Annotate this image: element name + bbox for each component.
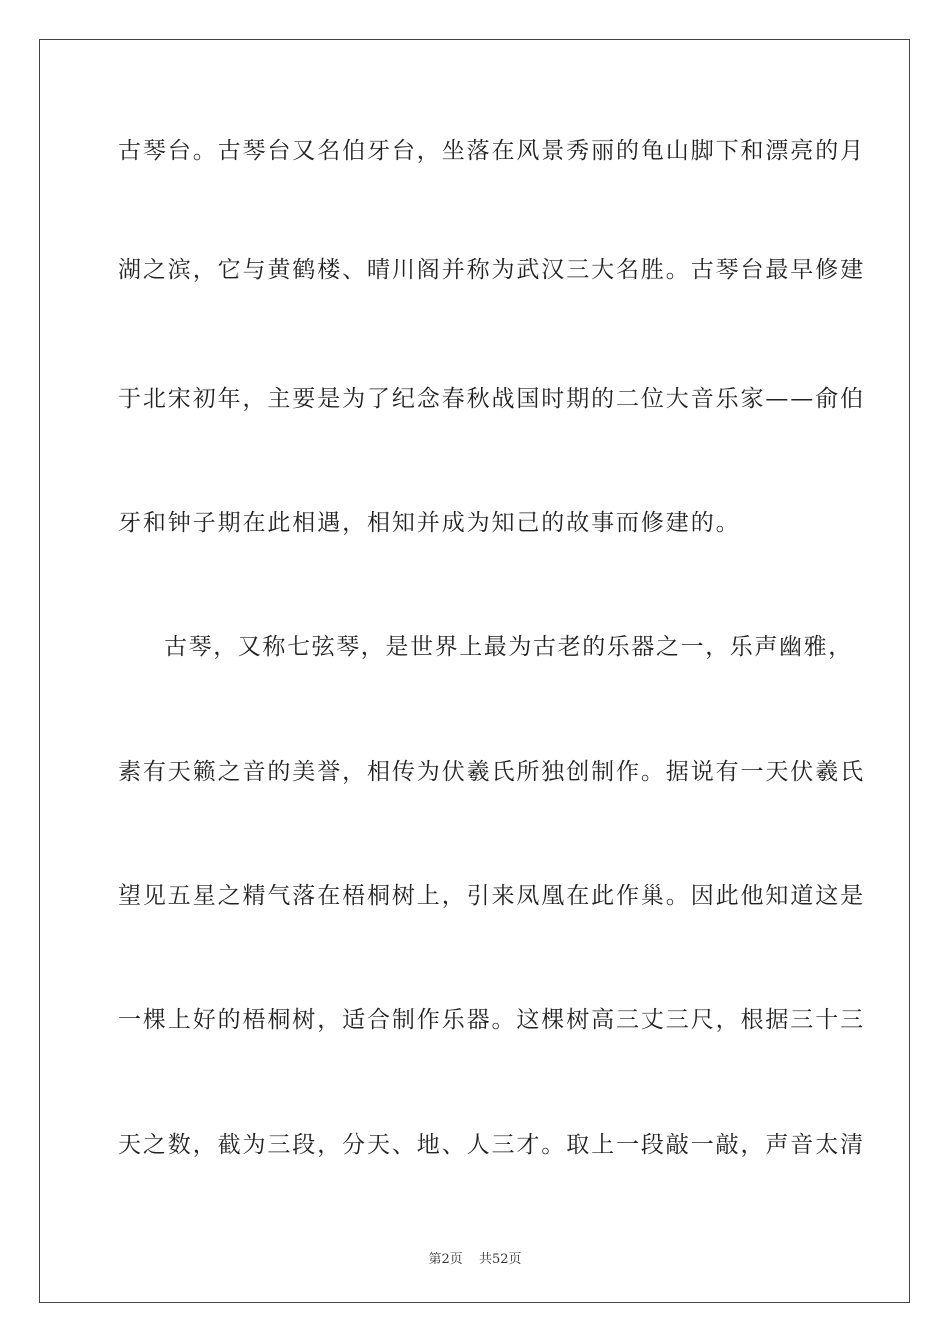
text-line-4: 牙和钟子期在此相遇，相知并成为知己的故事而修建的。 xyxy=(118,510,741,536)
paragraph-start-line: 古琴，又称七弦琴，是世界上最为古老的乐器之一，乐声幽雅， xyxy=(164,634,853,660)
text-line-6: 素有天籁之音的美誉，相传为伏羲氏所独创制作。据说有一天伏羲氏 xyxy=(118,759,865,785)
text-line-8: 一棵上好的梧桐树，适合制作乐器。这棵树高三丈三尺，根据三十三 xyxy=(118,1007,865,1033)
text-line-1: 古琴台。古琴台又名伯牙台，坐落在风景秀丽的龟山脚下和漂亮的月 xyxy=(118,138,865,164)
text-line-9: 天之数，截为三段，分天、地、人三才。取上一段敲一敲，声音太清 xyxy=(118,1132,865,1158)
text-line-2: 湖之滨，它与黄鹤楼、晴川阁并称为武汉三大名胜。古琴台最早修建 xyxy=(118,257,865,283)
text-line-7: 望见五星之精气落在梧桐树上，引来凤凰在此作巢。因此他知道这是 xyxy=(118,883,865,909)
page-footer xyxy=(0,1248,950,1267)
page-border xyxy=(39,39,910,1303)
page-number: 第2页 xyxy=(428,1252,463,1267)
text-line-3: 于北宋初年，主要是为了纪念春秋战国时期的二位大音乐家——俞伯 xyxy=(118,386,865,412)
page-total: 共52页 xyxy=(478,1252,522,1267)
